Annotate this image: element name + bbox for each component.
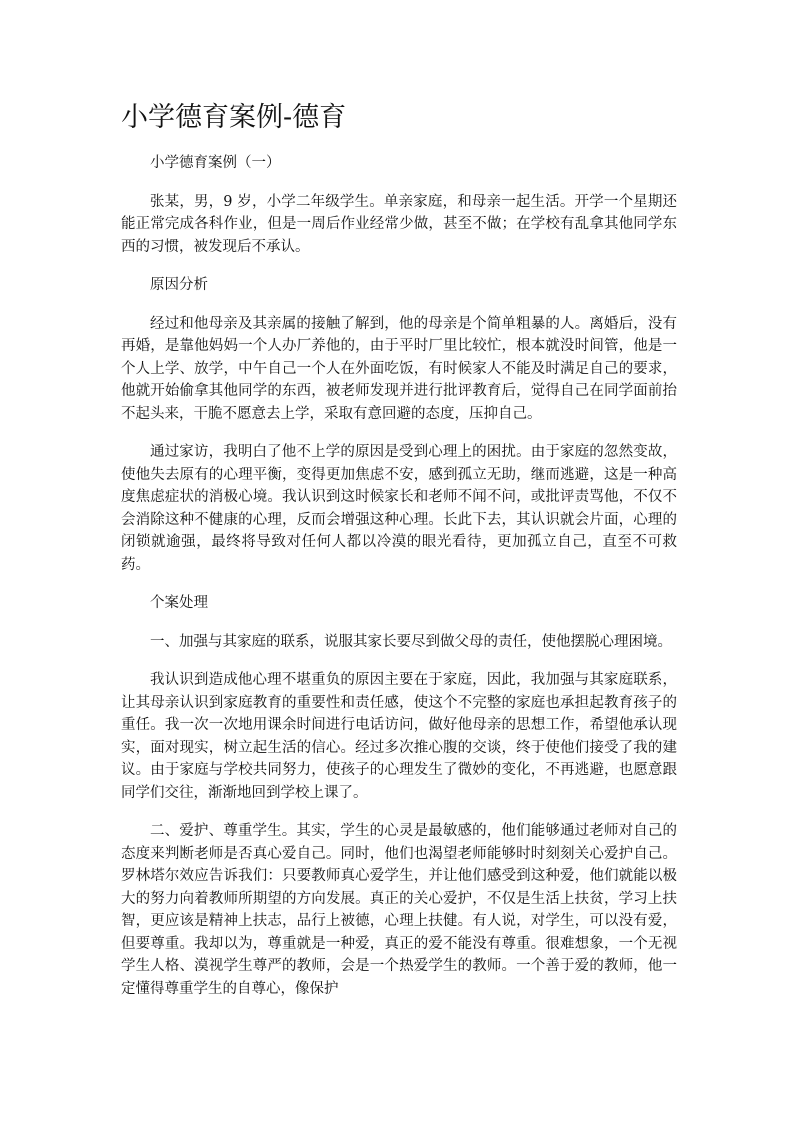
paragraph-measure-two: 二、爱护、尊重学生。其实，学生的心灵是最敏感的，他们能够通过老师对自己的态度来判断老师是否真心爱自己。同时，他们也渴望老师能够时时刻刻关心爱护自己。罗林塔尔效应告诉我们：只要教师真心爱学生，并让他们感受到这种爱，他们就能以极大的努力向着教师所期望的方向发展。真正的关心爱护，不仅是生活上扶贫，学习上扶智，更应该是精神上扶志，品行上被德，心理上扶健。有人说，对学生，可以没有爱，但要尊重。我却以为，尊重就是一种爱，真正的爱不能没有尊重。很难想象，一个无视学生人格、漠视学生尊严的教师，会是一个热爱学生的教师。一个善于爱的教师，他一定懂得尊重学生的自尊心，像保护 bbox=[121, 823, 677, 997]
section-heading-handling: 个案处理 bbox=[150, 595, 208, 611]
paragraph-student-background: 张某，男，9 岁，小学二年级学生。单亲家庭，和母亲一起生活。开学一个星期还能正常完成各科作业，但是一周后作业经常少做，甚至不做；在学校有乱拿其他同学东西的习惯，被发现后不承认。 bbox=[121, 193, 677, 255]
section-heading-cause: 原因分析 bbox=[150, 277, 208, 293]
paragraph-cause-family: 经过和他母亲及其亲属的接触了解到，他的母亲是个简单粗暴的人。离婚后，没有再婚，是靠他妈妈一个人办厂养他的，由于平时厂里比较忙，根本就没时间管，他是一个人上学、放学，中午自己一个人在外面吃饭，有时候家人不能及时满足自己的要求，他就开始偷拿其他同学的东西，被老师发现并进行批评教育后，觉得自己在同学面前抬不起头来，干脆不愿意去上学，采取有意回避的态度，压抑自己。 bbox=[121, 315, 677, 422]
paragraph-cause-psychology: 通过家访，我明白了他不上学的原因是受到心理上的困扰。由于家庭的忽然变故，使他失去原有的心理平衡，变得更加焦虑不安，感到孤立无助，继而逃避，这是一种高度焦虑症状的消极心境。我认识到这时候家长和老师不闻不问，或批评责骂他，不仅不会消除这种不健康的心理，反而会增强这种心理。长此下去，其认识就会片面，心理的闭锁就逾强，最终将导致对任何人都以冷漠的眼光看待，更加孤立自己，直至不可救药。 bbox=[121, 444, 677, 573]
paragraph-family-contact: 我认识到造成他心理不堪重负的原因主要在于家庭，因此，我加强与其家庭联系，让其母亲认识到家庭教育的重要性和责任感，使这个不完整的家庭也承担起教育孩子的重任。我一次一次地用课余时间进行电话访问，做好他母亲的思想工作，希望他承认现实，面对现实，树立起生活的信心。经过多次推心腹的交谈，终于使他们接受了我的建议。由于家庭与学校共同努力，使孩子的心理发生了微妙的变化，不再逃避，也愿意跟同学们交往，渐渐地回到学校上课了。 bbox=[121, 672, 677, 801]
paragraph-measure-one: 一、加强与其家庭的联系，说服其家长要尽到做父母的责任，使他摆脱心理困境。 bbox=[150, 633, 672, 650]
document-body bbox=[121, 152, 677, 1000]
case-subtitle: 小学德育案例（一） bbox=[150, 155, 281, 171]
document-title: 小学德育案例-德育 bbox=[121, 102, 347, 133]
